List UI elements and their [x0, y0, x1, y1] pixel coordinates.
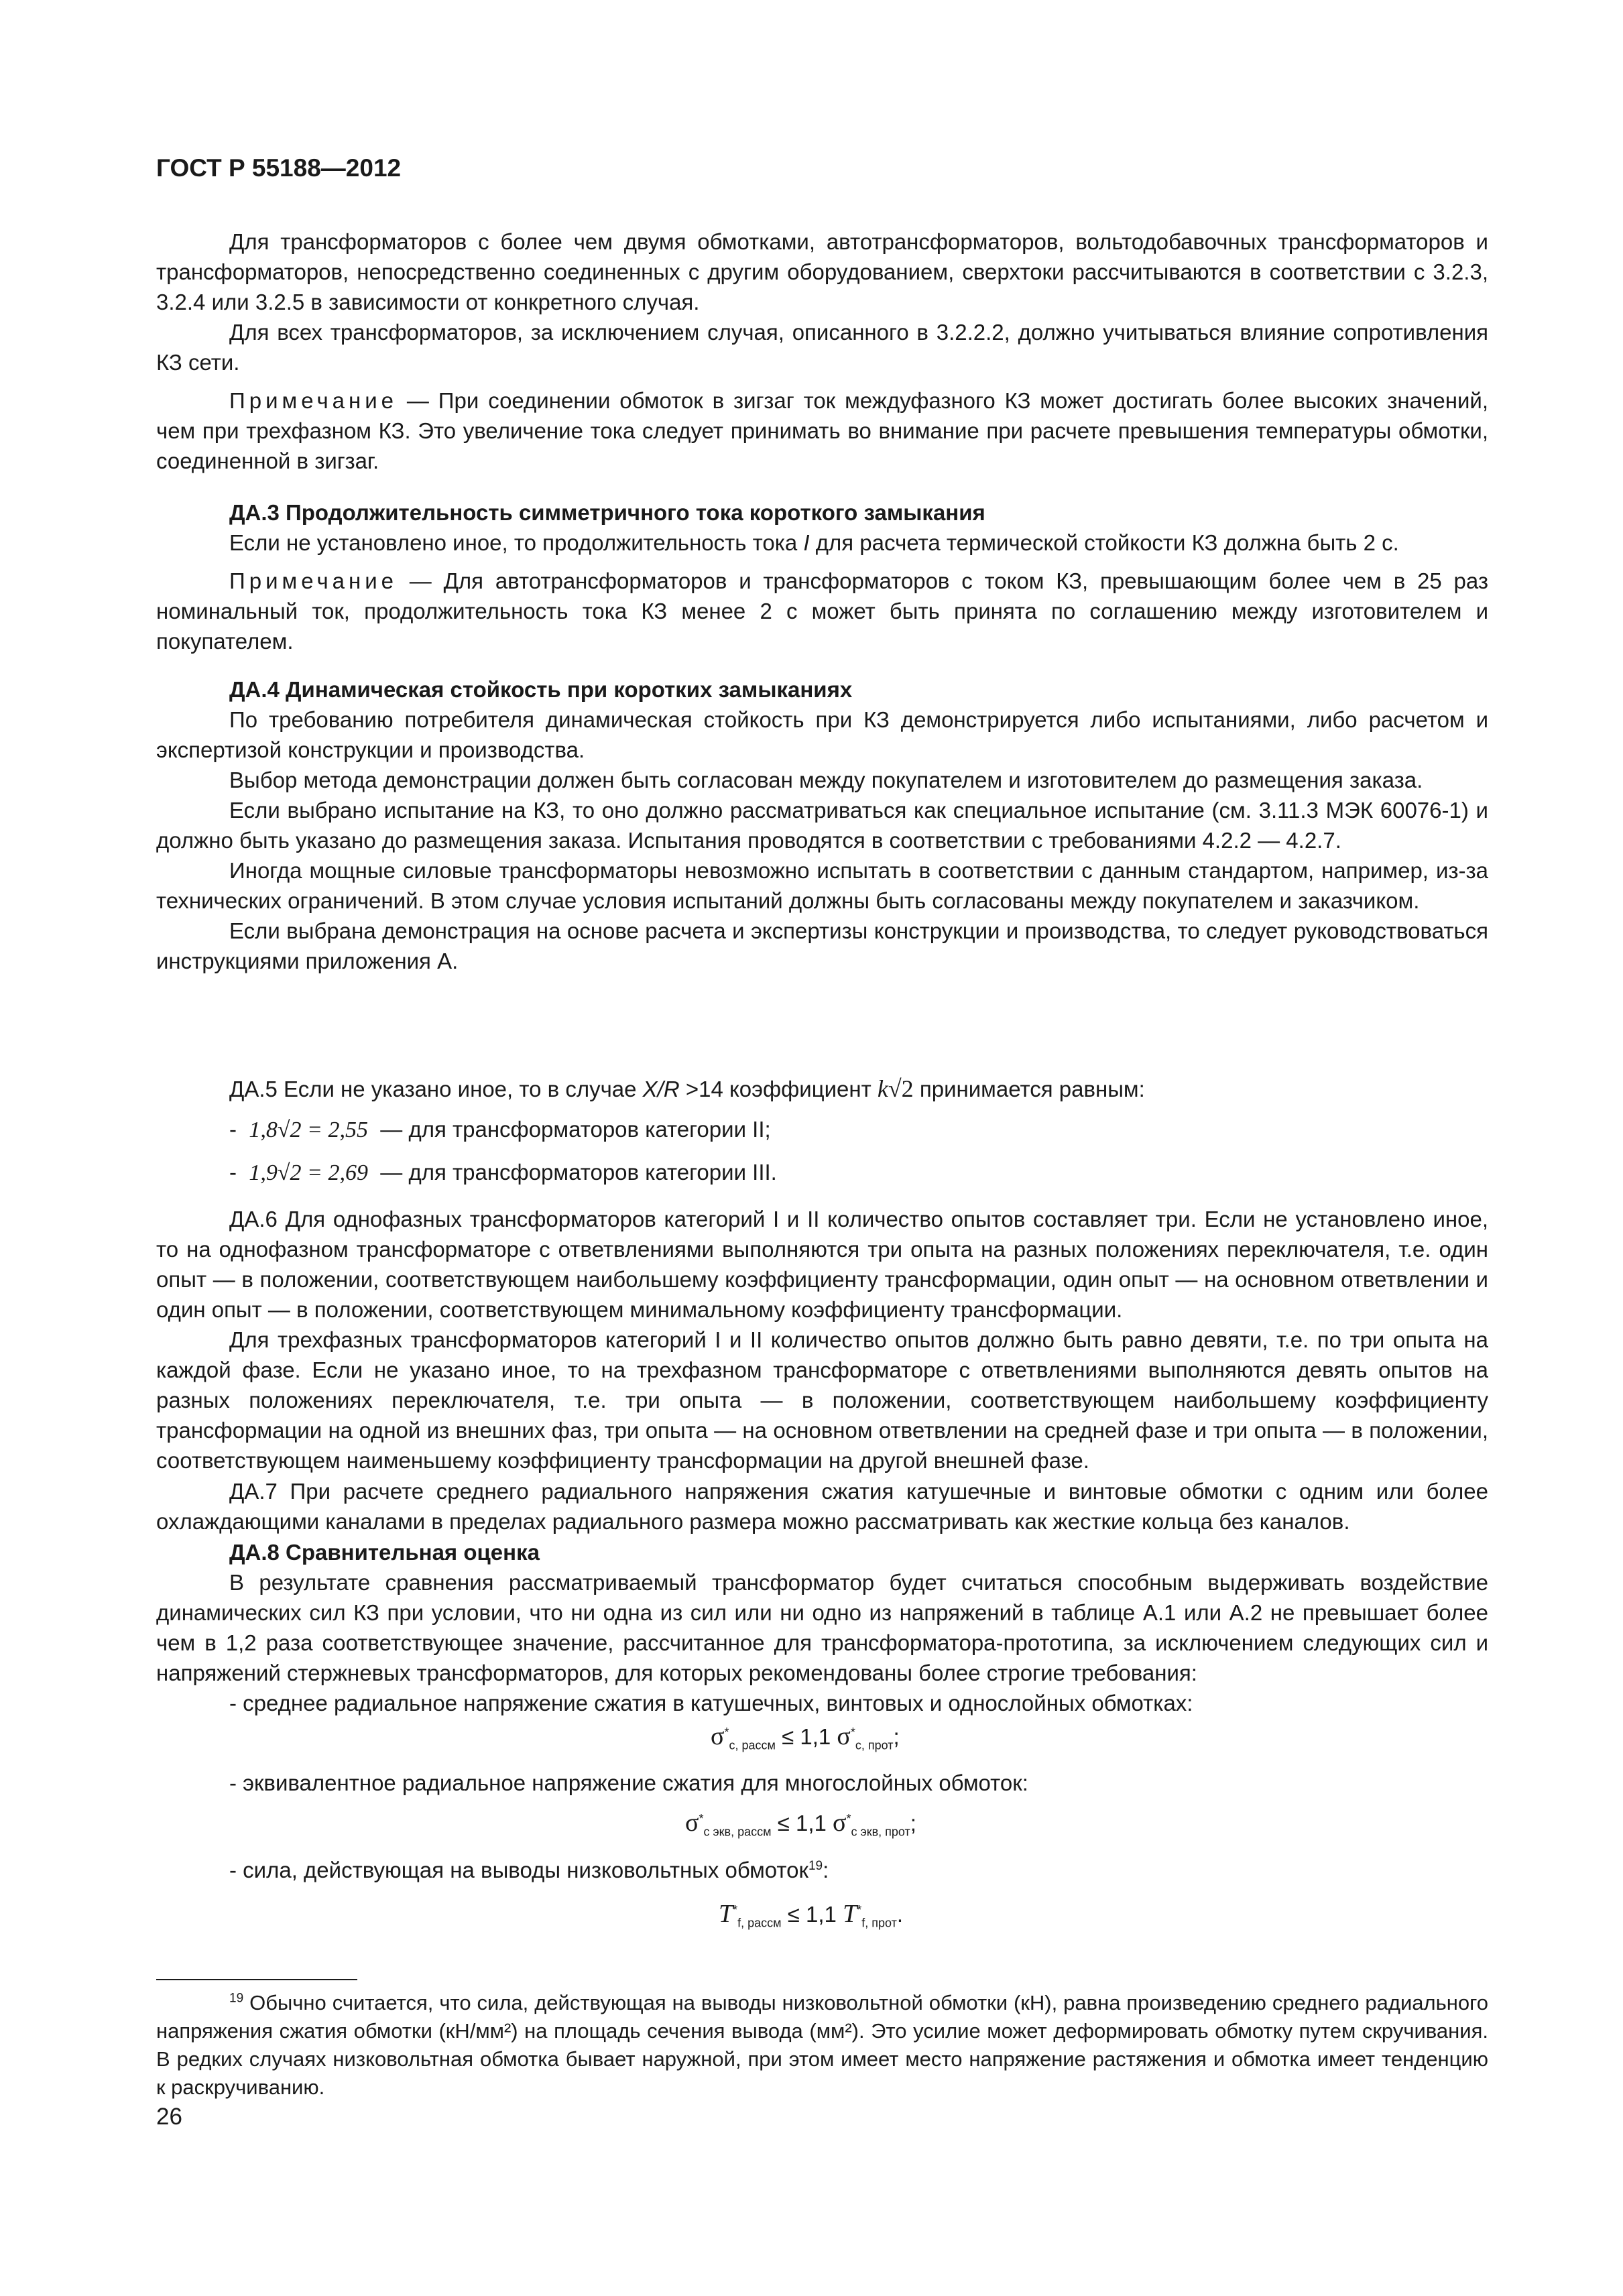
subscript: с, прот: [855, 1738, 894, 1752]
formula-sigma-c: [711, 1721, 900, 1761]
da8-item-3: [156, 1855, 1488, 1885]
sigma-symbol: σ: [711, 1722, 725, 1750]
asterisk: *: [857, 1903, 862, 1917]
note-label: Примечание: [229, 568, 398, 593]
footnote: [156, 1989, 1488, 2102]
relation: ≤ 1,1: [775, 1724, 837, 1749]
section-heading: ДА.3 Продолжительность симметричного тока короткого замыкания: [229, 500, 985, 525]
text-run: для расчета термической стойкости КЗ должна быть 2 с.: [809, 530, 1399, 555]
formula: 1,8√2 = 2,55: [249, 1117, 368, 1142]
sigma-symbol: σ: [685, 1809, 699, 1837]
section-da5-lead: [156, 1074, 1488, 1104]
sigma-symbol: σ: [833, 1809, 847, 1837]
subscript: f, рассм: [737, 1916, 782, 1930]
da8-item-2: [156, 1768, 1488, 1798]
relation: ≤ 1,1: [781, 1902, 843, 1927]
section-da8: [156, 1537, 1488, 1718]
list-item: - эквивалентное радиальное напряжение сжатия для многослойных обмоток:: [229, 1770, 1028, 1795]
asterisk: *: [699, 1812, 704, 1825]
variable-xr: X/R: [642, 1077, 680, 1101]
subscript: с, рассм: [729, 1738, 776, 1752]
paragraph: [156, 1074, 1488, 1104]
list-dash: -: [229, 1117, 237, 1142]
footnote-text: [156, 1989, 1488, 2102]
text-run: :: [823, 1858, 829, 1882]
paragraph: ДА.7 При расчете среднего радиального напряжения сжатия катушечные и винтовые обмотки с одним или более охлаждающими каналами в пределах радиального размера можно рассматривать как жесткие кольца без каналов.: [156, 1479, 1488, 1534]
text-run: ДА.5 Если не указано иное, то в случае: [229, 1077, 643, 1101]
paragraph: [156, 528, 1488, 558]
section-heading: ДА.8 Сравнительная оценка: [229, 1540, 540, 1565]
asterisk: *: [850, 1726, 855, 1739]
paragraph: Для трехфазных трансформаторов категорий I и II количество опытов должно быть равно девяти, т.е. по три опыта на каждой фазе. Если не указано иное, то на трехфазном трансформаторе с ответвлениями выполняются девять опытов на разных положениях переключателя, т.е. три опыта — в положении, соответствующем наибольшему коэффициенту трансформации на одной из внешних фаз, три опыта — на основном ответвлении на средней фазе и три опыта — в положении, соответствующем наименьшему коэффициенту трансформации на другой внешней фазе.: [156, 1327, 1488, 1473]
relation: ≤ 1,1: [771, 1811, 833, 1835]
t-symbol: T: [843, 1900, 857, 1928]
page-number: 26: [156, 2104, 182, 2130]
list-item-text: — для трансформаторов категории III.: [374, 1160, 777, 1185]
subscript: f, прот: [861, 1916, 897, 1930]
paragraph: Для трансформаторов с более чем двумя обмотками, автотрансформаторов, вольтодобавочных трансформаторов и трансформаторов, непосредственно соединенных с другим оборудованием, сверхтоки рассчитываются в соответствии с 3.2.3, 3.2.4 или 3.2.5 в зависимости от конкретного случая.: [156, 229, 1488, 314]
text-run: - сила, действующая на выводы низковольтных обмоток: [229, 1858, 808, 1882]
footnote-ref: 19: [808, 1859, 823, 1873]
paragraph: Иногда мощные силовые трансформаторы невозможно испытать в соответствии с данным стандартом, например, из-за технических ограничений. В этом случае условия испытаний должны быть согласованы между покупателем и заказчиком.: [156, 858, 1488, 913]
paragraph: Для всех трансформаторов, за исключением случая, описанного в 3.2.2.2, должно учитываться влияние сопротивления КЗ сети.: [156, 320, 1488, 375]
asterisk: *: [724, 1726, 729, 1739]
list-item: - среднее радиальное напряжение сжатия в катушечных, винтовых и однослойных обмотках:: [229, 1691, 1193, 1715]
formula: 1,9√2 = 2,69: [249, 1160, 368, 1185]
intro-section: [156, 227, 1488, 476]
text-run: Если не установлено иное, то продолжительность тока: [229, 530, 804, 555]
paragraph: По требованию потребителя динамическая стойкость при КЗ демонстрируется либо испытаниями, либо расчетом и экспертизой конструкции и производства.: [156, 707, 1488, 762]
variable-k: k: [877, 1075, 888, 1102]
formula-t-f: [719, 1899, 903, 1939]
section-da3: [156, 497, 1488, 656]
paragraph: Если выбрана демонстрация на основе расчета и экспертизы конструкции и производства, то следует руководствоваться инструкциями приложения А.: [156, 918, 1488, 973]
list-item: [156, 1855, 1488, 1885]
text-run: >14 коэффициент: [679, 1077, 878, 1101]
section-da4: [156, 674, 1488, 976]
section-da6: [156, 1204, 1488, 1475]
note-label: Примечание: [229, 388, 398, 413]
paragraph: В результате сравнения рассматриваемый трансформатор будет считаться способным выдерживать воздействие динамических сил КЗ при условии, что ни одна из сил или ни одно из напряжений в таблице А.1 или А.2 не превышает более чем в 1,2 раза соответствующее значение, рассчитанное для трансформатора-прототипа, за исключением следующих сил и напряжений стержневых трансформаторов, для которых рекомендованы более строгие требования:: [156, 1570, 1488, 1685]
sigma-symbol: σ: [837, 1722, 851, 1750]
variable-i: I: [803, 530, 810, 555]
asterisk: *: [846, 1812, 851, 1825]
da5-item-1: [229, 1114, 771, 1145]
text-run: Обычно считается, что сила, действующая на выводы низковольтной обмотки (кН), равна произведению среднего радиального напряжения сжатия обмотки (кН/мм²) на площадь сечения вывода (мм²). Это усилие может деформировать обмотку путем скручивания. В редких случаях низковольтная обмотка бывает наружной, при этом имеет место напряжение растяжения и обмотка имеет тенденцию к раскручиванию.: [156, 1991, 1488, 2099]
punct: ;: [910, 1811, 916, 1835]
footnote-number: 19: [229, 1991, 244, 2006]
asterisk: *: [733, 1903, 738, 1917]
list-dash: -: [229, 1160, 237, 1185]
paragraph: ДА.6 Для однофазных трансформаторов категорий I и II количество опытов составляет три. Если не установлено иное, то на однофазном трансформаторе с ответвлениями выполняются три опыта на разных положениях переключателя, т.е. один опыт — в положении, соответствующем наибольшему коэффициенту трансформации, один опыт — на основном ответвлении и один опыт — в положении, соответствующем минимальному коэффициенту трансформации.: [156, 1207, 1488, 1322]
text-run: принимается равным:: [913, 1077, 1145, 1101]
punct: .: [896, 1902, 904, 1927]
paragraph: Выбор метода демонстрации должен быть согласован между покупателем и изготовителем до размещения заказа.: [229, 768, 1423, 792]
note: [156, 385, 1488, 476]
section-da7: [156, 1476, 1488, 1536]
subscript: с экв, рассм: [703, 1825, 772, 1839]
t-symbol: T: [719, 1900, 733, 1928]
note-text: — При соединении обмоток в зигзаг ток междуфазного КЗ может достигать более высоких значений, чем при трехфазном КЗ. Это увеличение тока следует принимать во внимание при расчете превышения температуры обмотки, соединенной в зигзаг.: [156, 388, 1488, 473]
formula-sigma-c-eq: [685, 1808, 916, 1848]
paragraph: Если выбрано испытание на КЗ, то оно должно рассматриваться как специальное испытание (см. 3.11.3 МЭК 60076-1) и должно быть указано до размещения заказа. Испытания проводятся в соответствии с требованиями 4.2.2 — 4.2.7.: [156, 798, 1488, 853]
subscript: с экв, прот: [851, 1825, 910, 1839]
sqrt-two: √2: [888, 1075, 914, 1102]
list-item-text: — для трансформаторов категории II;: [374, 1117, 771, 1142]
punct: ;: [893, 1724, 900, 1749]
section-heading: ДА.4 Динамическая стойкость при коротких замыканиях: [229, 677, 853, 702]
da5-item-2: [229, 1157, 777, 1188]
note-text: — Для автотрансформаторов и трансформаторов с током КЗ, превышающим более чем в 25 раз номинальный ток, продолжительность тока КЗ менее 2 с может быть принята по соглашению между изготовителем и покупателем.: [156, 568, 1488, 654]
footnote-separator: [156, 1979, 357, 1980]
note: [156, 566, 1488, 656]
page-header-doc-id: ГОСТ Р 55188—2012: [156, 154, 402, 182]
